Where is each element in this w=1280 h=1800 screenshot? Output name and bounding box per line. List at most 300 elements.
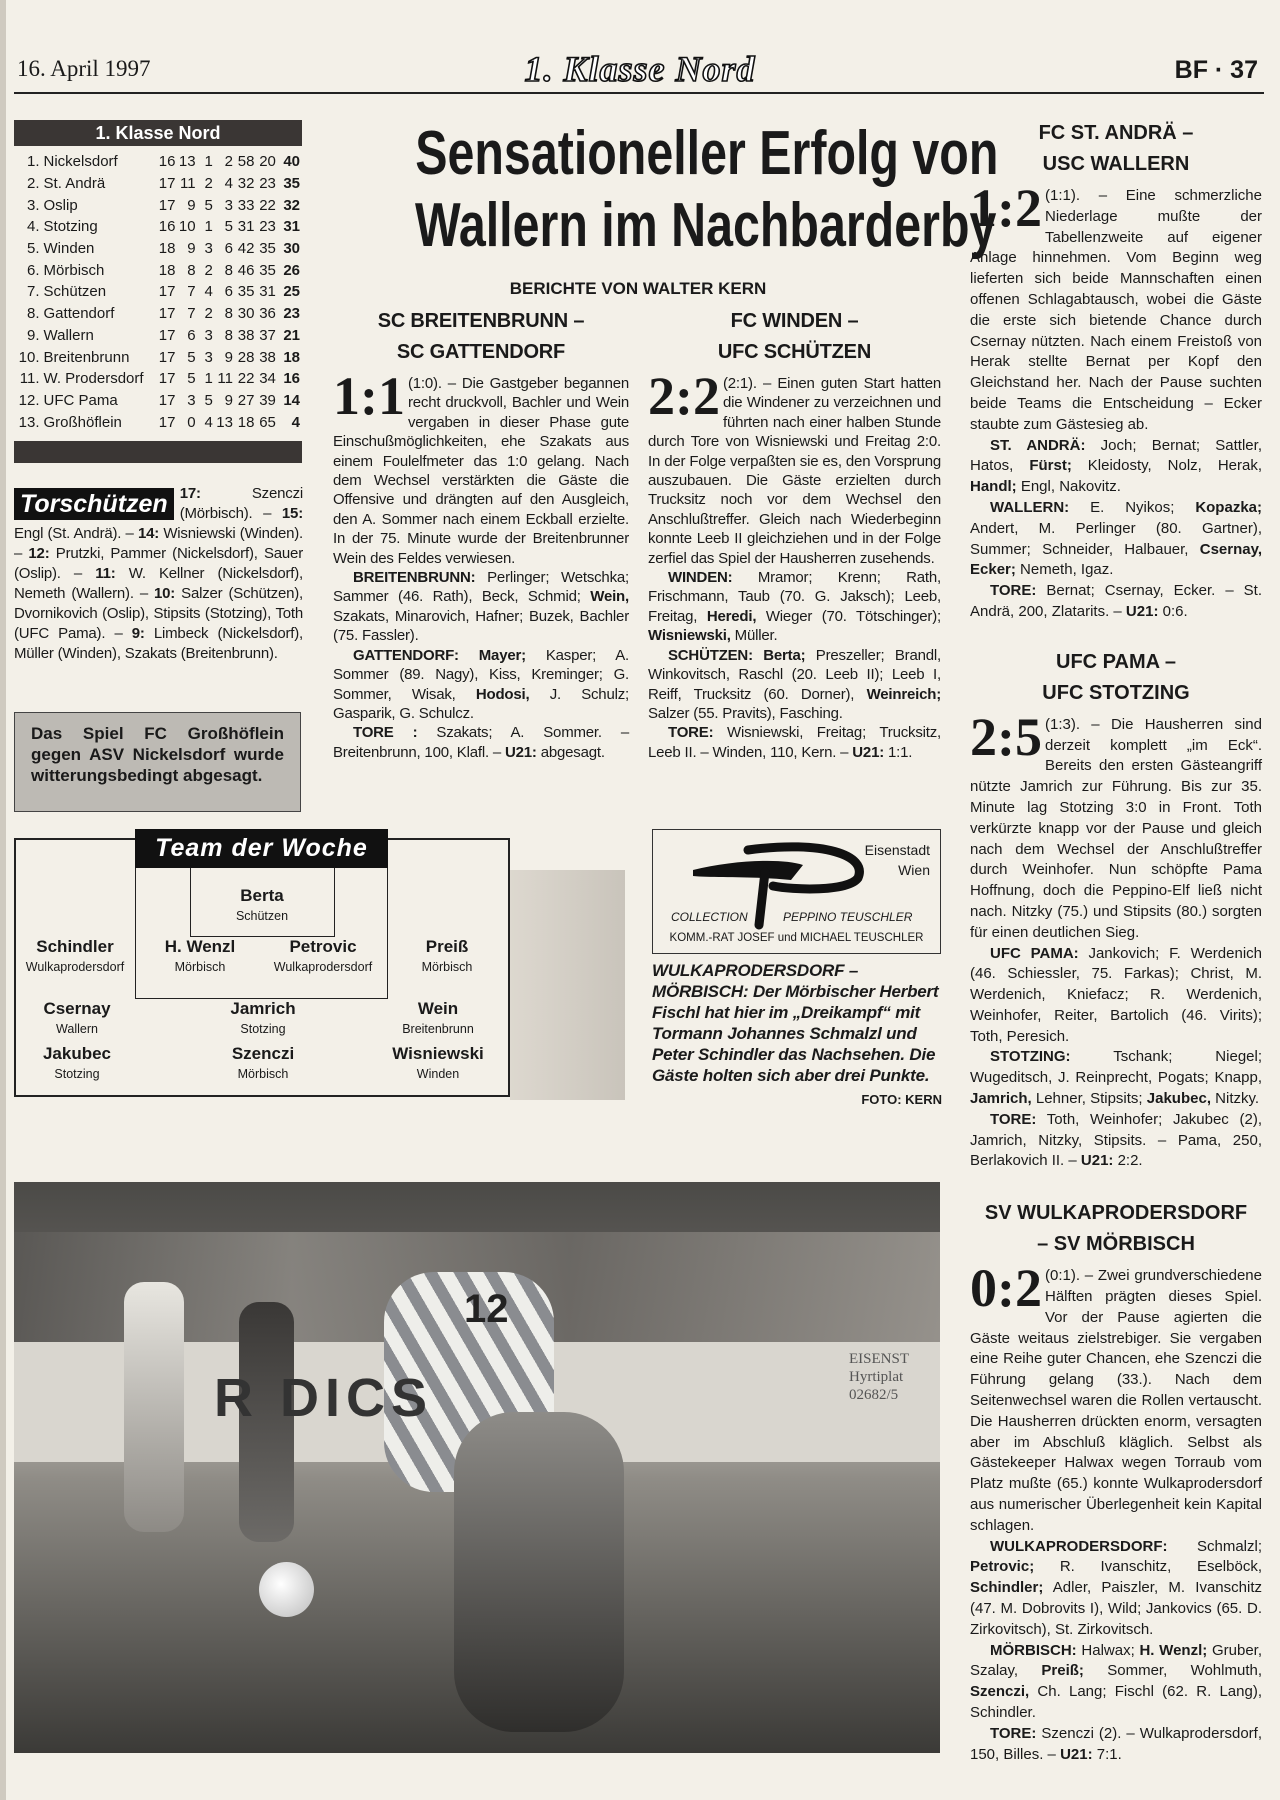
player-club: Breitenbrunn bbox=[402, 1022, 474, 1036]
points-cell: 32 bbox=[283, 196, 300, 214]
text-run: Müller. bbox=[730, 627, 778, 645]
losses-cell: 9 bbox=[224, 391, 233, 409]
text-run: Bernat; Csernay, Ecker. – St. Andrä, 200, Zlatarits. – bbox=[970, 582, 1262, 620]
goals-against-cell: 23 bbox=[259, 175, 276, 193]
standings-table bbox=[14, 120, 302, 463]
bold-run: 14: bbox=[137, 525, 160, 542]
team-name-cell: Stotzing bbox=[43, 218, 98, 236]
team-name-cell: UFC Pama bbox=[43, 391, 118, 409]
right-column bbox=[970, 118, 1262, 1765]
games-cell: 17 bbox=[158, 326, 176, 344]
player-club: Mörbisch bbox=[421, 960, 473, 974]
games-cell: 17 bbox=[158, 283, 176, 301]
text-run: Sommer, Wohlmuth, bbox=[1083, 1662, 1262, 1680]
football bbox=[259, 1562, 314, 1617]
headline-line-1: Sensationeller Erfolg von bbox=[415, 119, 999, 188]
position-cell: 8. bbox=[27, 305, 40, 323]
bold-run: U21: bbox=[1080, 1152, 1114, 1170]
losses-cell: 9 bbox=[224, 348, 233, 366]
player-goalkeeper bbox=[454, 1412, 624, 1732]
goals-for-cell: 33 bbox=[237, 196, 255, 214]
losses-cell: 8 bbox=[224, 326, 233, 344]
losses-cell: 8 bbox=[224, 261, 233, 279]
text-run: 2:2. bbox=[1113, 1152, 1143, 1170]
losses-cell: 11 bbox=[217, 370, 233, 388]
lineup bbox=[648, 568, 941, 646]
games-cell: 17 bbox=[158, 175, 176, 193]
games-cell: 17 bbox=[158, 370, 176, 388]
losses-cell: 6 bbox=[224, 283, 233, 301]
text-run: Toth, Weinhofer; Jakubec (2), Jamrich, Nitzky, Stipsits. – Pama, 250, Berlakovich II. – bbox=[970, 1110, 1262, 1170]
lineup bbox=[333, 568, 629, 646]
bold-run: TORE: bbox=[990, 1724, 1037, 1742]
bold-run: Wein, bbox=[590, 588, 629, 606]
team-of-week-title: Team der Woche bbox=[135, 829, 388, 868]
text-run: Szakats; A. Sommer. – Breitenbrunn, 100, Klafl. – bbox=[333, 724, 629, 761]
text-run: Szenczi (2). – Wulkaprodersdorf, 150, Billes. – bbox=[970, 1724, 1262, 1763]
goals-for-cell: 46 bbox=[237, 261, 255, 279]
table-row bbox=[14, 216, 302, 238]
losses-cell: 2 bbox=[224, 153, 233, 171]
bold-run: Handl; bbox=[970, 478, 1017, 496]
text-run: Kleidosty, Nolz, Herak, bbox=[1071, 457, 1262, 475]
draws-cell: 1 bbox=[204, 218, 213, 236]
table-row bbox=[14, 368, 302, 390]
wins-cell: 8 bbox=[187, 261, 196, 279]
bold-run: 17: bbox=[179, 485, 201, 502]
games-cell: 16 bbox=[158, 218, 176, 236]
team-name-cell: Winden bbox=[43, 240, 95, 258]
text-run: Kasper; A. Sommer (89. Nagy), Kiss, Kreminger; G. Sommer, Wisak, bbox=[333, 646, 629, 703]
bold-run: Weinreich; bbox=[866, 685, 941, 703]
table-row bbox=[14, 325, 302, 347]
text-run: Wisniewski, Freitag; Trucksitz, Leeb II. – Winden, 110, Kern. – bbox=[648, 724, 941, 761]
position-cell: 10. bbox=[18, 348, 40, 366]
position-cell: 11. bbox=[19, 370, 40, 388]
losses-cell: 8 bbox=[224, 305, 233, 323]
player-club: Winden bbox=[416, 1067, 460, 1081]
player-entry bbox=[188, 998, 338, 1038]
points-cell: 25 bbox=[283, 283, 300, 301]
bold-run: SCHÜTZEN: Berta; bbox=[668, 646, 806, 664]
player-left bbox=[124, 1282, 184, 1532]
text-run: Wieger (70. Tötschinger); bbox=[756, 607, 941, 625]
text-run: 0:6. bbox=[1158, 602, 1188, 620]
position-cell: 6. bbox=[27, 261, 40, 279]
games-cell: 16 bbox=[158, 153, 176, 171]
position-cell: 4. bbox=[27, 218, 40, 236]
lineup bbox=[970, 498, 1262, 581]
text-run: Tschank; Niegel; Wugeditsch, J. Reinprecht, Pogats; Knapp, bbox=[970, 1048, 1262, 1087]
final-score: 1:1 bbox=[333, 366, 405, 426]
text-run: Perlinger; Wetschka; Sammer (46. Rath), Beck, Schmid; bbox=[333, 569, 629, 606]
goals-against-cell: 34 bbox=[259, 370, 276, 388]
bold-run: 12: bbox=[28, 545, 50, 562]
bold-run: STOTZING: bbox=[990, 1048, 1071, 1066]
page-edge bbox=[0, 0, 6, 1800]
points-cell: 16 bbox=[283, 370, 300, 388]
points-cell: 31 bbox=[283, 218, 300, 236]
bold-run: Heredi, bbox=[706, 607, 757, 625]
position-cell: 12. bbox=[18, 391, 40, 409]
lineup bbox=[333, 646, 629, 724]
player-club: Wulkaprodersdorf bbox=[273, 960, 373, 974]
bold-run: 15: bbox=[281, 505, 303, 522]
text-run: W. Kellner (Nickelsdorf), Nemeth (Wallern). – bbox=[14, 565, 303, 602]
article-heading: SV WULKAPRODERSDORF bbox=[984, 1202, 1248, 1225]
wins-cell: 5 bbox=[187, 370, 196, 388]
final-score: 2:2 bbox=[648, 366, 720, 426]
goals-against-cell: 20 bbox=[259, 153, 276, 171]
table-row bbox=[14, 390, 302, 412]
lineup bbox=[970, 1641, 1262, 1724]
goals-for-cell: 32 bbox=[237, 175, 255, 193]
bold-run: Fürst; bbox=[1029, 457, 1072, 475]
article-heading: UFC SCHÜTZEN bbox=[717, 341, 872, 363]
team-name-cell: Großhöflein bbox=[43, 413, 122, 431]
article-body bbox=[970, 706, 1262, 944]
article-text: (1:0). – Die Gastgeber begannen recht druckvoll, Bachler und Wein vergaben in dieser Phase gute Einschußmöglichkeiten, ehe Szakats aus einem Foulelfmeter das 1:0 gelang. Nach dem Wechsel verstärkten die Gäste die Offensive und drängten auf den Ausgleich, den A. Sommer nach einem Eckball erzielte. In der 75. Minute wurde der Breitenbrunner Wein des Feldes verwiesen. bbox=[333, 375, 629, 567]
text-run: Limbeck (Nickelsdorf), Müller (Winden), Szakats (Breitenbrunn). bbox=[14, 625, 303, 662]
goals-for-cell: 27 bbox=[237, 391, 255, 409]
text-run: Szakats, Minarovich, Hafner; Buzek, Bachler (75. Fassler). bbox=[333, 607, 629, 645]
byline: BERICHTE VON WALTER KERN bbox=[509, 279, 767, 298]
points-cell: 30 bbox=[283, 240, 300, 258]
wins-cell: 7 bbox=[187, 283, 196, 301]
losses-cell: 5 bbox=[224, 218, 233, 236]
player-name: Berta bbox=[240, 886, 284, 905]
player-name: Preiß bbox=[425, 937, 469, 956]
bold-run: Szenczi, bbox=[970, 1683, 1030, 1701]
player-name: Jamrich bbox=[230, 999, 296, 1018]
player-entry bbox=[363, 1043, 513, 1083]
text-run: Lehner, Stipsits; bbox=[1031, 1090, 1147, 1108]
bold-run: 11: bbox=[95, 565, 116, 582]
games-cell: 17 bbox=[158, 305, 176, 323]
goals-for-cell: 18 bbox=[237, 413, 255, 431]
lineup bbox=[333, 723, 629, 762]
article-text: (2:1). – Einen guten Start hatten die Windener zu verzeichnen und führten nach einer halben Stunde durch Tore von Wisniewski und Freitag 2:0. In der Folge verpaßten sie es, den Vorsprung auszubauen. Die Gäste erzielten durch Trucksitz noch vor dem Wechsel den Anschlußtreffer. Gleich nach Wiederbeginn konnte Leeb II gleichziehen und in der Folge zerfiel das Spiel der Hausherren zusehends. bbox=[648, 375, 941, 567]
goals-against-cell: 22 bbox=[259, 196, 276, 214]
goals-for-cell: 38 bbox=[237, 326, 255, 344]
ad-city-1: Eisenstadt bbox=[864, 842, 930, 858]
points-cell: 21 bbox=[283, 326, 300, 344]
bold-run: U21: bbox=[1125, 602, 1159, 620]
team-name-cell: Oslip bbox=[43, 196, 78, 214]
final-score: 0:2 bbox=[970, 1258, 1042, 1319]
team-name-cell: W. Prodersdorf bbox=[43, 370, 144, 388]
bold-run: 9: bbox=[131, 625, 145, 642]
draws-cell: 5 bbox=[204, 196, 213, 214]
text-run: Preszeller; Brandl, Winkovitsch, Raschl (20. Leeb II); Leeb I, Reiff, Trucksitz (60. Dorner), bbox=[648, 646, 941, 703]
bold-run: Petrovic; bbox=[970, 1558, 1035, 1576]
photo-caption bbox=[652, 960, 942, 1110]
games-cell: 17 bbox=[158, 348, 176, 366]
table-row bbox=[14, 173, 302, 195]
header-rule bbox=[14, 92, 1264, 94]
bold-run: MÖRBISCH: bbox=[990, 1641, 1077, 1659]
bold-run: WULKAPRODERSDORF: bbox=[990, 1537, 1168, 1555]
lineup bbox=[970, 944, 1262, 1048]
article-body bbox=[970, 1258, 1262, 1536]
article-heading: – SV MÖRBISCH bbox=[1037, 1233, 1195, 1256]
table-row bbox=[14, 238, 302, 260]
goals-for-cell: 35 bbox=[237, 283, 255, 301]
player-name: Csernay bbox=[43, 999, 111, 1018]
article-heading: FC WINDEN – bbox=[730, 310, 859, 332]
wins-cell: 3 bbox=[187, 391, 196, 409]
table-row bbox=[14, 411, 302, 433]
team-name-cell: Gattendorf bbox=[43, 305, 115, 323]
text-run: Halwax; bbox=[1076, 1641, 1140, 1659]
player-name: Wein bbox=[417, 999, 459, 1018]
text-run: Salzer (Schützen), Dvornikovich (Oslip), Stipsits (Stotzing), Toth (UFC Pama). – bbox=[14, 585, 303, 642]
text-run: Gruber, Szalay, bbox=[970, 1641, 1262, 1680]
standings-title: 1. Klasse Nord bbox=[14, 120, 302, 146]
bold-run: TORE: bbox=[990, 1110, 1037, 1128]
points-cell: 23 bbox=[283, 305, 300, 323]
points-cell: 40 bbox=[283, 153, 300, 171]
player-club: Mörbisch bbox=[174, 960, 226, 974]
wins-cell: 7 bbox=[187, 305, 196, 323]
player-club: Mörbisch bbox=[237, 1067, 289, 1081]
final-score: 2:5 bbox=[970, 706, 1042, 767]
text-run: Nitzky. bbox=[1211, 1090, 1260, 1108]
text-run: 7:1. bbox=[1092, 1745, 1122, 1763]
lineup bbox=[648, 646, 941, 724]
position-cell: 7. bbox=[27, 283, 40, 301]
position-cell: 2. bbox=[27, 175, 40, 193]
bold-run: GATTENDORF: Mayer; bbox=[353, 646, 526, 664]
advertisement bbox=[652, 829, 941, 954]
match-report bbox=[970, 118, 1262, 623]
text-run: J. Schulz; Gasparik, G. Schulcz. bbox=[333, 685, 629, 722]
goals-for-cell: 42 bbox=[237, 240, 255, 258]
player-club: Stotzing bbox=[240, 1022, 286, 1036]
article-heading: SC GATTENDORF bbox=[396, 341, 566, 363]
goals-for-cell: 28 bbox=[237, 348, 255, 366]
bold-run: H. Wenzl; bbox=[1139, 1641, 1208, 1659]
bold-run: Preiß; bbox=[1041, 1662, 1084, 1680]
bold-run: WALLERN: bbox=[990, 498, 1070, 516]
board-line: Hyrtiplat bbox=[849, 1369, 904, 1385]
article-heading: FC ST. ANDRÄ – bbox=[1038, 122, 1194, 144]
bold-run: U21: bbox=[505, 743, 537, 761]
player-entry bbox=[2, 1043, 152, 1083]
games-cell: 17 bbox=[158, 413, 176, 431]
points-cell: 14 bbox=[283, 391, 300, 409]
draws-cell: 2 bbox=[204, 261, 213, 279]
goals-against-cell: 38 bbox=[259, 348, 276, 366]
draws-cell: 5 bbox=[204, 391, 213, 409]
ad-owners: KOMM.-RAT JOSEF und MICHAEL TEUSCHLER bbox=[669, 932, 924, 944]
team-name-cell: Nickelsdorf bbox=[43, 153, 118, 171]
player-entry bbox=[363, 998, 513, 1038]
article-text: (1:1). – Eine schmerzliche Niederlage mußte der Tabellenzweite auf eigener Anlage hinnehmen. Vom Beginn weg lieferten sich beide Mannschaften einen offenen Schlagabtausch, wobei die Gäste die erste sich bietende Chance durch Csernay nützten. Nach einem Freistoß von Herak stellte Bernat per Kopf den Gleichstand her. Nach der Pause suchten beide Teams die Entscheidung – Ecker staubte zum Gästesieg ab. bbox=[970, 187, 1262, 433]
games-cell: 18 bbox=[158, 261, 176, 279]
text-run: Joch; Bernat; Sattler, Hatos, bbox=[970, 436, 1262, 475]
cancelled-match-notice bbox=[14, 712, 301, 812]
article-heading: USC WALLERN bbox=[1042, 153, 1190, 175]
bold-run: Jamrich, bbox=[970, 1090, 1032, 1108]
games-cell: 17 bbox=[158, 391, 176, 409]
standings-footer-bar bbox=[14, 441, 302, 463]
table-row bbox=[14, 151, 302, 173]
bold-run: TORE: bbox=[668, 724, 714, 742]
wins-cell: 5 bbox=[187, 348, 196, 366]
player-entry bbox=[188, 1043, 338, 1083]
lineup bbox=[970, 436, 1262, 498]
position-cell: 13. bbox=[18, 413, 40, 431]
article-text: (0:1). – Zwei grundverschiedene Hälften prägten dieses Spiel. Vor der Pause agierten die Gäste weitaus zielstrebiger. Sie vergaben eine Reihe guter Chancen, ehe Szenczi die Führung gelang (33.). Nach dem Seitenwechsel waren die Rollen vertauscht. Die Hausherren drückten enorm, versagten aber im Abschluß kläglich. Selbst als Gästekeeper Halwax wegen Torraub vom Platz mußte (65.) konnte Wulkaprodersdorf aus numerischer Überlegenheit kein Kapital schlagen. bbox=[970, 1267, 1262, 1534]
player-name: Petrovic bbox=[289, 937, 357, 956]
points-cell: 4 bbox=[291, 413, 300, 431]
jersey-number: 12 bbox=[464, 1287, 509, 1331]
wins-cell: 9 bbox=[187, 196, 196, 214]
text-run: Szenczi (Mörbisch). – bbox=[179, 485, 303, 522]
text-run: Jankovich; F. Werdenich (46. Schiessler, 75. Farkas); Christ, M. Werdenich, Kniefacz; R. Werdenich, Weinhofer, Reiter, Bartolich (46. Virits); Toth, Peresich. bbox=[970, 944, 1262, 1045]
table-row bbox=[14, 346, 302, 368]
match-report bbox=[970, 1198, 1262, 1765]
text-run: E. Nyikos; bbox=[1069, 498, 1196, 516]
headline-line-2: Wallern im Nachbarderby bbox=[414, 191, 997, 260]
final-score: 1:2 bbox=[970, 178, 1042, 238]
goals-against-cell: 35 bbox=[259, 240, 276, 258]
goals-against-cell: 31 bbox=[259, 283, 276, 301]
player-club: Wallern bbox=[56, 1022, 98, 1036]
goals-for-cell: 31 bbox=[237, 218, 255, 236]
goals-for-cell: 30 bbox=[237, 305, 255, 323]
bold-run: UFC PAMA: bbox=[990, 944, 1079, 962]
table-row bbox=[14, 303, 302, 325]
player-club: Schützen bbox=[235, 909, 289, 923]
player-name: Wisniewski bbox=[392, 1044, 484, 1063]
text-run: Schmalzl; bbox=[1167, 1537, 1262, 1555]
player-name: Szenczi bbox=[231, 1044, 295, 1063]
article-body bbox=[333, 366, 629, 568]
goals-against-cell: 23 bbox=[259, 218, 276, 236]
losses-cell: 13 bbox=[216, 413, 233, 431]
text-run: Adler, Paiszler, M. Ivanschitz (47. M. Dobrovits I), Wild; Jankovics (65. D. Zirkovitsch), St. Zirkovitsch. bbox=[970, 1579, 1262, 1638]
board-text: R DICS bbox=[214, 1368, 434, 1428]
points-cell: 18 bbox=[283, 348, 300, 366]
text-run: abgesagt. bbox=[536, 743, 605, 761]
issue-date: 16. April 1997 bbox=[17, 56, 151, 81]
ad-collection: COLLECTION bbox=[671, 910, 748, 924]
draws-cell: 3 bbox=[204, 326, 213, 344]
board-line: 02682/5 bbox=[849, 1387, 899, 1403]
goals-against-cell: 36 bbox=[259, 305, 276, 323]
bold-run: Schindler; bbox=[970, 1579, 1044, 1597]
player-name: Schindler bbox=[36, 937, 114, 956]
draws-cell: 3 bbox=[204, 240, 213, 258]
text-run: Mramor; Krenn; Rath, Frischmann, Taub (70. G. Jaksch); Leeb, Freitag, bbox=[648, 569, 941, 625]
caption-text: WULKAPRODERSDORF – MÖRBISCH: Der Mörbischer Herbert Fischl hat hier im „Dreikampf“ mit Tormann Johannes Schmalzl und Peter Schindler das Nachsehen. Die Gäste holten sich aber drei Punkte. bbox=[652, 961, 939, 1085]
bold-run: U21: bbox=[1060, 1745, 1093, 1763]
text-run: Nemeth, Igaz. bbox=[1015, 561, 1114, 579]
position-cell: 1. bbox=[27, 153, 40, 171]
wins-cell: 9 bbox=[187, 240, 196, 258]
text-run: 1:1. bbox=[884, 743, 913, 761]
player-entry bbox=[187, 885, 337, 925]
position-cell: 3. bbox=[27, 196, 40, 214]
points-cell: 26 bbox=[283, 261, 300, 279]
bold-run: U21: bbox=[852, 743, 885, 761]
lineup bbox=[648, 723, 941, 762]
lineup bbox=[970, 1537, 1262, 1641]
table-row bbox=[14, 281, 302, 303]
bold-run: Hodosi, bbox=[475, 685, 530, 703]
bold-run: BREITENBRUNN: bbox=[353, 569, 476, 587]
match-report bbox=[333, 306, 629, 762]
table-row bbox=[14, 194, 302, 216]
article-body bbox=[648, 366, 941, 568]
match-report bbox=[648, 306, 941, 762]
text-run: Andert, M. Perlinger (80. Gartner), Summer; Schneider, Halbauer, bbox=[970, 519, 1262, 558]
text-run: Salzer (55. Pravits), Fasching. bbox=[648, 704, 843, 722]
wins-cell: 13 bbox=[178, 153, 196, 171]
draws-cell: 4 bbox=[204, 413, 213, 431]
match-report bbox=[970, 647, 1262, 1173]
draws-cell: 1 bbox=[204, 370, 213, 388]
article-heading: UFC STOTZING bbox=[1042, 681, 1190, 704]
text-run: Engl, Nakovitz. bbox=[1016, 478, 1121, 496]
goals-for-cell: 58 bbox=[237, 153, 255, 171]
text-run: Wisniewski (Winden). – bbox=[14, 525, 304, 562]
goals-against-cell: 35 bbox=[259, 261, 276, 279]
article-body bbox=[970, 178, 1262, 436]
text-run: R. Ivanschitz, Eselböck, bbox=[1034, 1558, 1262, 1576]
table-row bbox=[14, 259, 302, 281]
top-scorers-title: Torschützen bbox=[14, 488, 174, 520]
games-cell: 18 bbox=[158, 240, 176, 258]
text-run: Prutzki, Pammer (Nickelsdorf), Sauer (Oslip). – bbox=[14, 545, 303, 582]
top-scorers bbox=[14, 484, 303, 664]
points-cell: 35 bbox=[283, 175, 300, 193]
lineup bbox=[970, 1110, 1262, 1172]
bold-run: ST. ANDRÄ: bbox=[990, 436, 1086, 454]
lineup bbox=[970, 1724, 1262, 1766]
lineup bbox=[970, 581, 1262, 623]
player-club: Wulkaprodersdorf bbox=[25, 960, 125, 974]
text-run: Ch. Lang; Fischl (62. R. Lang), Schindler. bbox=[970, 1683, 1262, 1721]
bold-run: 10: bbox=[154, 585, 176, 602]
lineup bbox=[970, 1047, 1262, 1109]
team-name-cell: St. Andrä bbox=[43, 175, 106, 193]
losses-cell: 4 bbox=[224, 175, 233, 193]
bold-run: Kopazka; bbox=[1195, 498, 1262, 516]
bold-run: TORE : bbox=[353, 724, 418, 742]
team-name-cell: Schützen bbox=[43, 283, 107, 301]
article-heading: SC BREITENBRUNN – bbox=[377, 310, 585, 332]
text-run: Engl (St. Andrä). – bbox=[14, 525, 138, 542]
notice-text: Das Spiel FC Großhöflein gegen ASV Nickelsdorf wurde witterungsbedingt abgesagt. bbox=[31, 724, 284, 785]
goals-for-cell: 22 bbox=[237, 370, 255, 388]
player-name: H. Wenzl bbox=[164, 937, 236, 956]
games-cell: 17 bbox=[158, 196, 176, 214]
photo-credit: FOTO: KERN bbox=[861, 1092, 942, 1107]
page-number: BF · 37 bbox=[1174, 56, 1258, 84]
bold-run: TORE: bbox=[990, 582, 1037, 600]
player-club: Stotzing bbox=[54, 1067, 100, 1081]
wins-cell: 6 bbox=[187, 326, 196, 344]
team-name-cell: Breitenbrunn bbox=[43, 348, 130, 366]
player-name: Jakubec bbox=[42, 1044, 112, 1063]
draws-cell: 1 bbox=[204, 153, 213, 171]
player-entry bbox=[2, 998, 152, 1038]
goals-against-cell: 65 bbox=[259, 413, 276, 431]
article-text: (1:3). – Die Hausherren sind derzeit komplett „im Eck“. Bereits den ersten Gästeangriff nützte Jamrich zur Führung. Bis zur 35. Minute lag Stotzing 3:0 in Front. Toth verkürzte knapp vor der Pause und gleich nach dem Wechsel der Anschlußtreffer durch Weinhofer. Nun schöpfte Pama Hoffnung, doch die Peppino-Elf ließ nicht nach. Nitzky (75.) und Stipsits (80.) sorgten für einen deutlichen Sieg. bbox=[970, 715, 1262, 941]
